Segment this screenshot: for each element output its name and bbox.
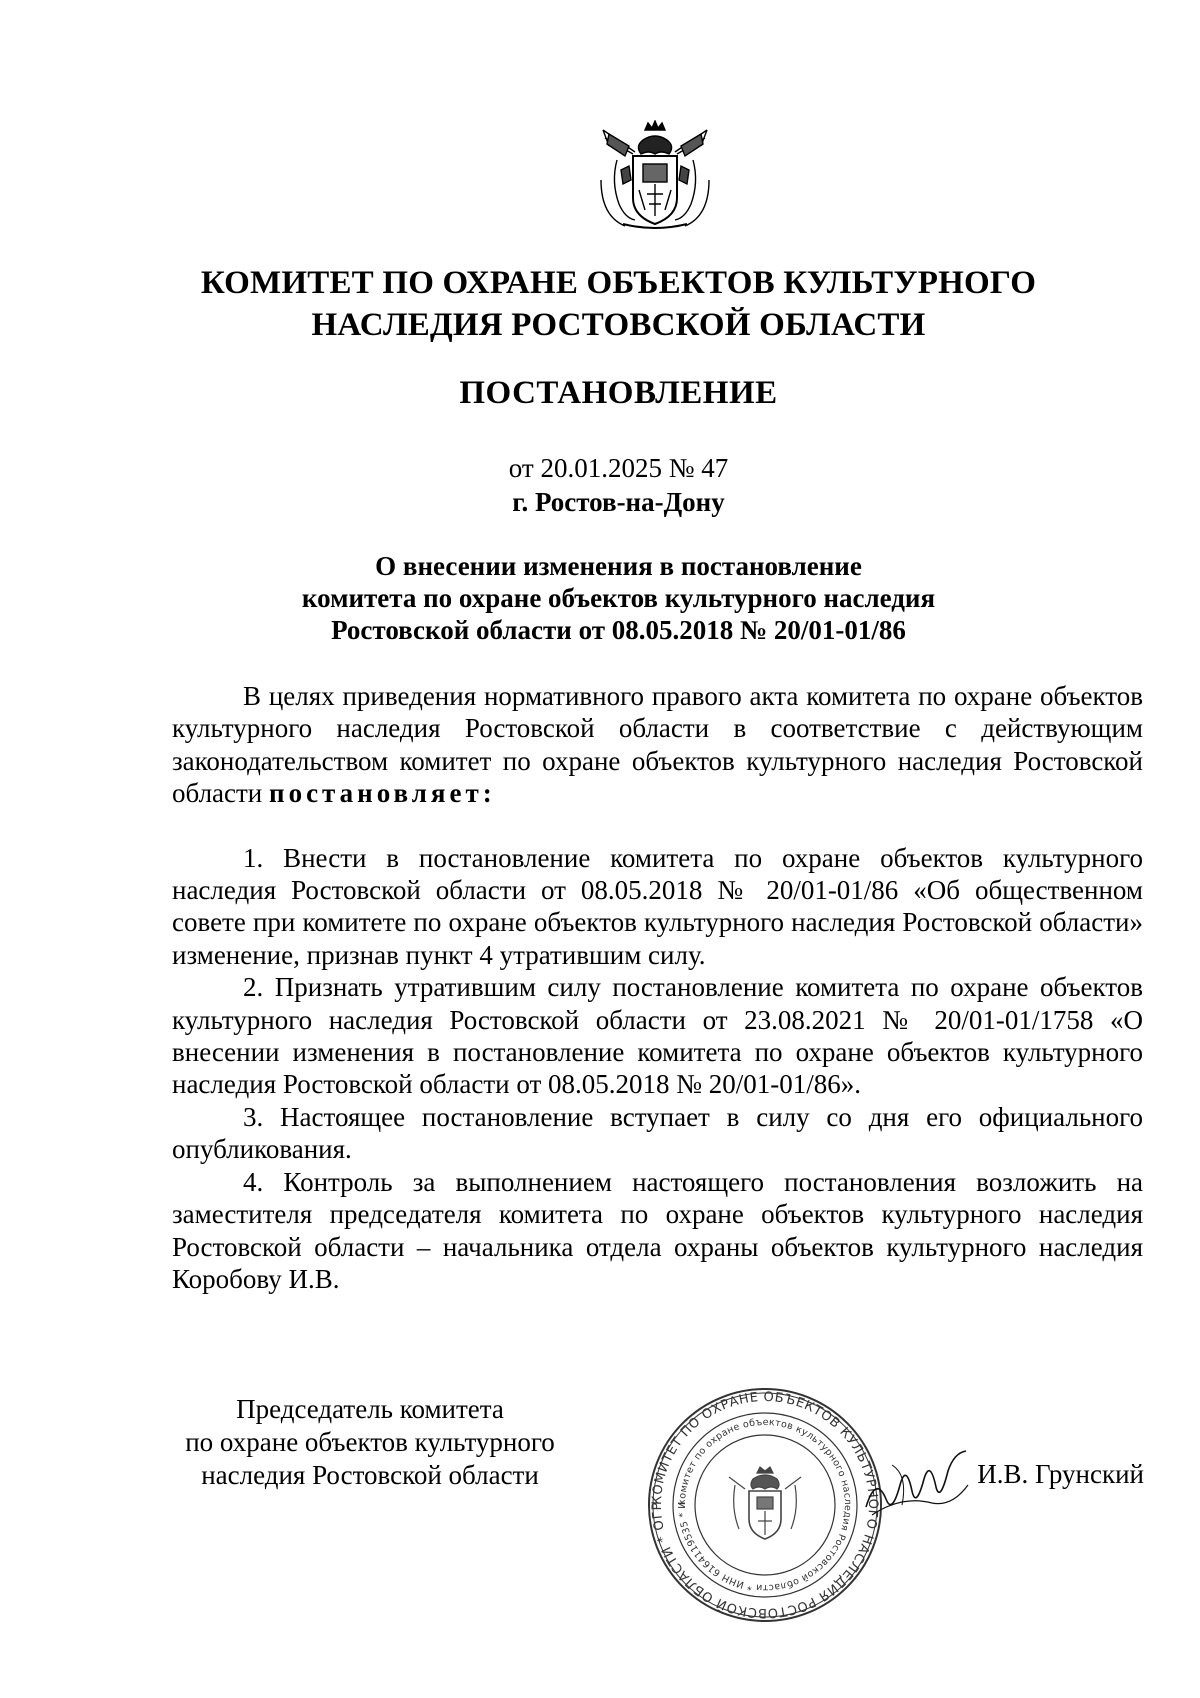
item-3-paragraph: 3. Настоящее постановление вступает в силу со дня его официального опубликования. xyxy=(172,1101,1143,1165)
signatory-position xyxy=(150,1393,590,1492)
document-date-number: от 20.01.2025 № 47 xyxy=(508,453,729,483)
subject-line-3: Ростовской области от 08.05.2018 № 20/01-01/86 xyxy=(331,615,906,645)
organization-title xyxy=(150,262,1087,346)
document-city: г. Ростов-на-Дону xyxy=(512,487,725,517)
preamble-paragraph xyxy=(172,680,1143,810)
subject-line-2: комитета по охране объектов культурного наследия xyxy=(301,583,936,613)
preamble-text: В целях приведения нормативного правого акта комитета по охране объектов культурного наследия Ростовской области в соответствие с действующим законодательством комитет по охране объектов культурного наследия Ростовской области xyxy=(172,681,1143,809)
signatory-position-line-3: наследия Ростовской области xyxy=(201,1460,539,1490)
seal-outer-text: КОМИТЕТ ПО ОХРАНЕ ОБЪЕКТОВ КУЛЬТУРНОГО НАСЛЕДИЯ РОСТОВСКОЙ ОБЛАСТИ * ОГР xyxy=(649,1389,881,1621)
signature-icon xyxy=(862,1445,972,1525)
signatory-position-line-1: Председатель комитета xyxy=(236,1394,504,1424)
organization-title-line-1: КОМИТЕТ ПО ОХРАНЕ ОБЪЕКТОВ КУЛЬТУРНОГО xyxy=(200,265,1037,301)
coat-of-arms-icon xyxy=(595,120,715,232)
signatory-name: И.В. Грунский xyxy=(977,1459,1144,1489)
signatory-position-line-2: по охране объектов культурного xyxy=(185,1427,555,1457)
subject-line-1: О внесении изменения в постановление xyxy=(375,551,862,581)
coat-of-arms-emblem xyxy=(595,120,715,232)
item-4-paragraph: 4. Контроль за выполнением настоящего постановления возложить на заместителя председателя комитета по охране объектов культурного наследия Ростовской области – начальника отдела охраны объектов культурного наследия Коробову И.В. xyxy=(172,1166,1143,1294)
official-seal xyxy=(645,1385,885,1625)
seal-inner-text: комитет по охране объектов культурного наследия Ростовской области * ИНН 6164119535 * И xyxy=(676,1416,854,1594)
seal-icon xyxy=(645,1385,885,1625)
item-2-paragraph: 2. Признать утратившим силу постановление комитета по охране объектов культурного наследия Ростовской области от 23.08.2021 № 20/01-01/1758 «О внесении изменения в постановление комитета по охране объектов культурного наследия Ростовской области от 08.05.2018 № 20/01-01/86». xyxy=(172,972,1143,1100)
organization-title-line-2: НАСЛЕДИЯ РОСТОВСКОЙ ОБЛАСТИ xyxy=(311,307,926,343)
document-subject xyxy=(150,550,1087,646)
handwritten-signature xyxy=(862,1445,972,1525)
item-1-paragraph: 1. Внести в постановление комитета по охране объектов культурного наследия Ростовской области от 08.05.2018 № 20/01-01/86 «Об общественном совете при комитете по охране объектов культурного наследия Ростовской области» изменение, признав пункт 4 утратившим силу. xyxy=(172,842,1143,970)
preamble-emphasis: постановляет: xyxy=(269,778,496,809)
seal-emblem-icon xyxy=(729,1467,801,1539)
document-type: ПОСТАНОВЛЕНИЕ xyxy=(459,375,778,411)
document-body xyxy=(172,680,1143,1295)
